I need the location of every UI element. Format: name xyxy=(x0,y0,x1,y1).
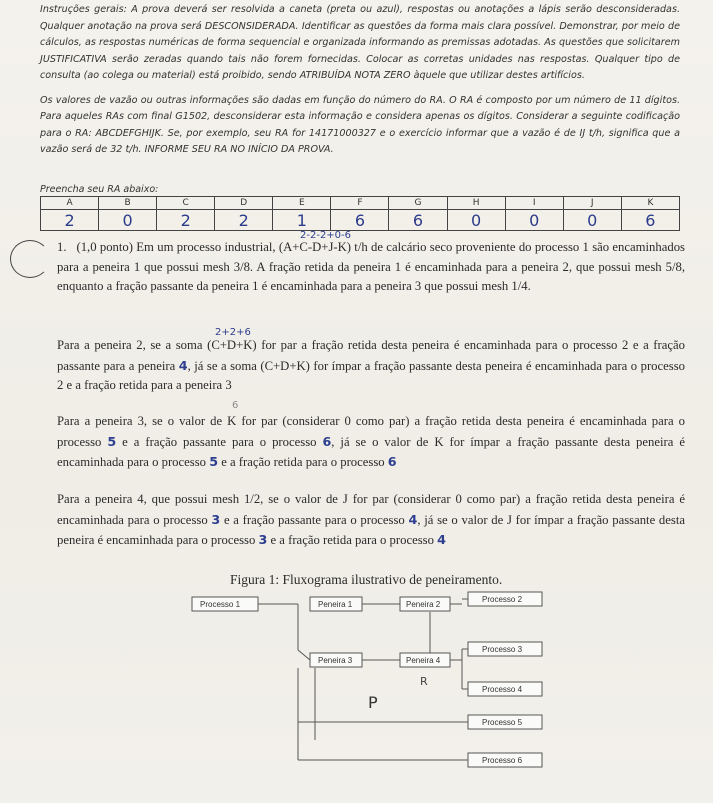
ra-digit-g[interactable]: 6 xyxy=(389,210,447,231)
p3-handwritten-3: 5 xyxy=(209,454,219,469)
p3-text-d: e a fração retida para o processo xyxy=(218,455,388,469)
p3-handwritten-1: 5 xyxy=(107,433,117,449)
p3-handwritten-4: 6 xyxy=(387,454,397,469)
p3-handwritten-2: 6 xyxy=(322,433,332,449)
ra-digit-e[interactable]: 1 xyxy=(273,210,331,231)
p4-text-b: e a fração passante para o processo xyxy=(220,512,409,527)
flow-labels xyxy=(200,595,523,765)
p4-text-c: , já se o valor de J for ímpar a fração passante desta peneira é encaminhada para o processo xyxy=(57,512,685,547)
general-instructions: Instruções gerais: A prova deverá ser resolvida a caneta (preta ou azul), respostas ou anotações a lápis serão desconsideradas. Qualquer anotação na prova será DESCONSIDERADA. Identificar as questões da forma mais clara possível. Demonstrar, por meio de cálculos, as respostas numéricas de forma sequencial e organizada informando as premissas adotadas. As questões que solicitarem JUSTIFICATIVA serão zeradas quando tais não forem fornecidas. Colocar as corretas unidades nas respostas. Qualquer tipo de consulta (ao colega ou material) está proibido, sendo ATRIBUÍDA NOTA ZERO àquele que utilizar destes artifícios. xyxy=(40,4,680,81)
ra-header-e: E xyxy=(273,197,331,210)
p3-text-b: e a fração passante para o processo xyxy=(116,434,323,449)
label-peneira-4: Peneira 4 xyxy=(406,656,441,665)
handwritten-p: P xyxy=(368,693,378,712)
figure-caption: Figura 1: Fluxograma ilustrativo de peneiramento. xyxy=(230,572,503,587)
handwritten-calc-2: 2+2+6 xyxy=(215,327,251,338)
handwritten-r: R xyxy=(420,675,428,688)
ra-digit-j[interactable]: 0 xyxy=(563,210,621,231)
ra-digit-h[interactable]: 0 xyxy=(447,210,505,231)
label-processo-2: Processo 2 xyxy=(482,595,523,604)
label-processo-4: Processo 4 xyxy=(482,685,523,694)
ra-header-f: F xyxy=(331,197,389,210)
p2-handwritten: 4 xyxy=(178,357,188,373)
ra-header-g: G xyxy=(389,197,447,210)
p4-handwritten-4: 4 xyxy=(437,532,446,547)
ra-coding-instructions: Os valores de vazão ou outras informações são dadas em função do número do RA. O RA é composto por um número de 11 dígitos. Para aqueles RAs com final G1502, desconsiderar esta informação e considera apenas os dígitos. Considerar a seguinte codificação para o RA: ABCDEFGHIJK. Se, por exemplo, seu RA for 14171000327 e o exercício informar que a vazão é de IJ t/h, significa que a vazão será de 32 t/h. INFORME SEU RA NO INÍCIO DA PROVA. xyxy=(40,94,680,155)
q1-flow-formula: (A+C-D+J-K) t/h xyxy=(278,240,368,254)
ra-digit-d[interactable]: 2 xyxy=(215,210,273,231)
label-peneira-1: Peneira 1 xyxy=(318,600,353,609)
ra-digit-f[interactable]: 6 xyxy=(331,210,389,231)
q1-text-a: (1,0 ponto) Em um processo industrial, xyxy=(76,240,279,254)
p2-text-a: Para a peneira 2, se a soma (C+D+K) for par a fração retida desta peneira é encaminhada para o processo 2 e a fração passante para a peneira xyxy=(57,338,685,373)
label-processo-6: Processo 6 xyxy=(482,756,523,765)
p3-text-c: , já se o valor de K for ímpar a fração passante desta peneira é encaminhada para o processo xyxy=(57,434,685,469)
question-number: 1. xyxy=(57,240,67,254)
label-processo-5: Processo 5 xyxy=(482,718,523,727)
ra-digit-k[interactable]: 6 xyxy=(621,210,679,231)
label-processo-3: Processo 3 xyxy=(482,645,523,654)
ra-header-h: H xyxy=(447,197,505,210)
ra-digit-i[interactable]: 0 xyxy=(505,210,563,231)
p2-text-b: , já se a soma (C+D+K) for ímpar a fração passante desta peneira é encaminhada para o processo 2 e a fração retida para a peneira 3 xyxy=(57,358,685,392)
pencil-k-note: 6 xyxy=(232,400,239,411)
flow-lines xyxy=(258,599,470,760)
ra-header-i: I xyxy=(505,197,563,210)
ra-header-k: K xyxy=(621,197,679,210)
ra-label: Preencha seu RA abaixo: xyxy=(40,184,159,195)
ra-header-d: D xyxy=(215,197,273,210)
handwritten-calc-1: 2-2-2+0-6 xyxy=(300,230,352,241)
ra-header-c: C xyxy=(157,197,215,210)
label-peneira-2: Peneira 2 xyxy=(406,600,441,609)
label-peneira-3: Peneira 3 xyxy=(318,656,353,665)
q1-text-c: de calcário seco proveniente do processo 1 são encaminhados para a peneira 1 que possui mesh 3/8. A fração retida da peneira 1 é encaminhada para a peneira 2, que possui mesh 5/8, enquanto a fração passante da peneira 1 é encaminhada para a peneira 3 que possui mesh 1/4. xyxy=(57,240,685,293)
ra-header-a: A xyxy=(41,197,99,210)
ra-header-j: J xyxy=(563,197,621,210)
p4-handwritten-2: 4 xyxy=(408,511,418,527)
flow-boxes xyxy=(192,592,542,767)
label-processo-1: Processo 1 xyxy=(200,600,241,609)
ra-digit-c[interactable]: 2 xyxy=(157,210,215,231)
p3-text-a: Para a peneira 3, se o valor de K for par (considerar 0 como par) a fração retida desta peneira é encaminhada para o processo xyxy=(57,414,685,449)
ra-digit-b[interactable]: 0 xyxy=(99,210,157,231)
p4-text-d: e a fração retida para o processo xyxy=(267,533,438,547)
ra-digit-a[interactable]: 2 xyxy=(41,210,99,231)
p4-handwritten-3: 3 xyxy=(258,532,268,547)
p4-handwritten-1: 3 xyxy=(211,511,221,527)
ra-header-b: B xyxy=(99,197,157,210)
p4-text-a: Para a peneira 4, que possui mesh 1/2, se o valor de J for par (considerar 0 como par) a fração retida desta peneira é encaminhada para o processo xyxy=(57,492,685,527)
